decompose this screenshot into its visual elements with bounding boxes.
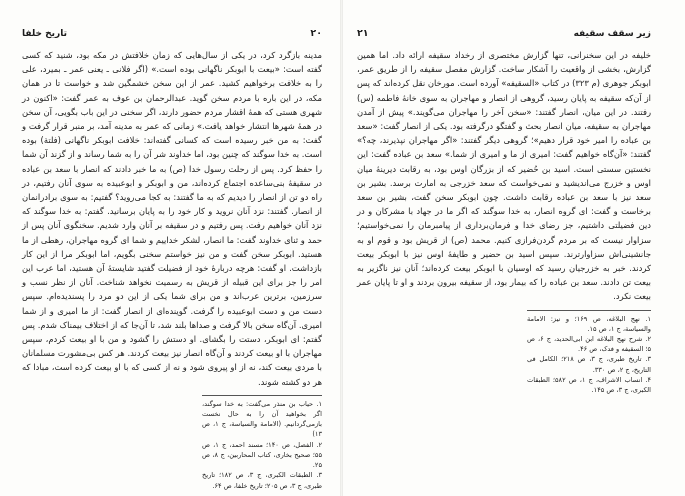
footnote: ۱. نهج البلاغه، ص ۱۶۹؛ و نیز: الامامة والسیاسة، ج ۱، ص ۱۵. bbox=[527, 314, 651, 333]
running-title: زیر سقف سقیفه bbox=[573, 28, 651, 39]
running-title: تاریخ خلفا bbox=[22, 28, 67, 39]
page-body bbox=[22, 48, 322, 389]
footnotes bbox=[202, 395, 322, 491]
footnote: ۲. شرح نهج البلاغه ابن ابی‌الحدید، ج ۶، ص ۵؛ السقیفه و فدک، ص ۴۶. bbox=[527, 335, 651, 354]
footnote: ۳. تاریخ طبری، ج ۳، ص ۲۱۸؛ الکامل فی التاریخ، ج ۲، ص ۳۳۰. bbox=[527, 355, 651, 374]
left-page bbox=[0, 0, 340, 496]
page-header bbox=[22, 28, 322, 39]
page-number: ۲۰ bbox=[310, 28, 322, 39]
page-number: ۲۱ bbox=[357, 28, 369, 39]
body-paragraph: خلیفه در این سخنرانی، تنها گزارش مختصری از رخداد سقیفه ارائه داد. اما همین گزارش، بخشی از واقعیت را آشکار ساخت. گزارش مفصل سقیفه را از طریق عمر، ابوبکر جوهری (م ۳۲۳) در کتاب «السقیفه» آورده است. مورخان نقل کرده‌اند که پس از آن‌که سقیفه به پایان رسید، گروهی از انصار و مهاجران به سوی خانهٔ فاطمه (س) رفتند. در این میان، انصار گفتند: «سخن آخر را مهاجران می‌گویند.» پیش از آمدن مهاجران به سقیفه، میان انصار بحث و گفتگو درگرفته بود. یکی از انصار گفت: «سعد بن عباده را امیر خود قرار دهیم»؛ گروهی دیگر گفتند: «اگر مهاجران نپذیرند، چه؟» گفتند: «آن‌گاه خواهیم گفت: امیری از ما و امیری از شما.» سعد بن عباده گفت: این نخستین سستی است. اسید بن حُضیر که از بزرگان اوس بود، به رقابت دیرینهٔ میان اوس و خزرج می‌اندیشید و نمی‌خواست که سعد خزرجی به امارت برسد. بشیر بن سعد نیز با سعد بن عباده رقابت داشت. چون ابوبکر سخن گفت، بشیر بن سعد برخاست و گفت: ای گروه انصار، به خدا سوگند که اگر ما در جهاد با مشرکان و در دین فضیلتی داشتیم، جز رضای خدا و فرمان‌برداری از پیامبرمان را نمی‌خواستیم؛ سزاوار نیست که بر مردم گردن‌فرازی کنیم. محمد (ص) از قریش بود و قوم او به جانشینی‌اش سزاوارترند. سپس اسید بن حضیر و طایفهٔ اوس نیز با ابوبکر بیعت کردند. خبر به خزرجیان رسید که اوسیان با ابوبکر بیعت کرده‌اند؛ آنان نیز ناگزیر به بیعت تن دادند. سعد بن عباده را که بیمار بود، از سقیفه بیرون بردند و او تا پایان عمر بیعت نکرد. bbox=[357, 50, 651, 302]
right-page bbox=[343, 0, 685, 496]
footnotes bbox=[527, 310, 651, 396]
footnote: ۳. الطبقات الکبری، ج ۳، ص ۱۸۲؛ تاریخ طبری، ج ۳، ص ۲۰۵؛ تاریخ خلفا، ص ۶۴. bbox=[202, 471, 323, 490]
page-body bbox=[357, 48, 651, 304]
footnote: ۴. انساب الاشراف، ج ۱، ص ۵۸۲؛ الطبقات الکبری، ج ۳، ص ۱۴۵. bbox=[527, 375, 652, 395]
footnote: ۱. حیاب بن منذر می‌گفت: به خدا سوگند، اگر بخواهید آن را به حال نخست بازمی‌گردانیم. (الامامة والسیاسة، ج ۱، ص ۱۳) bbox=[202, 399, 322, 439]
page-header bbox=[357, 28, 651, 39]
body-paragraph: مدینه بازگرد کرد، در یکی از سال‌هایی که زمان خلافتش در مکه بود، شنید که کسی گفته است: «بیعت با ابوبکر ناگهانی بوده است.» (اگر فلانی ـ یعنی عمر ـ بمیرد، علی را به خلافت برخواهیم کشید. عمر از این سخن خشمگین شد و خواست تا در همان مکه، در این باره با مردم سخن گوید. عبدالرحمان بن عوف به عمر گفت: «اکنون در شهری هستی که همهٔ اقشار مردم حضور دارند، اگر سخنی در این باب بگویی، آن سخن در همهٔ شهرها انتشار خواهد یافت.» زمانی که عمر به مدینه آمد، بر منبر قرار گرفت و گفت: به من خبر رسیده است که کسانی گفته‌اند: خلافت ابوبکر ناگهانی (فلتة) بوده است. به خدا سوگند که چنین بود، اما خداوند شر آن را به شما رساند و از گزند آن شما را حفظ کرد. پس از رحلت رسول خدا (ص) به ما خبر دادند که انصار با سعد بن عباده در سقیفهٔ بنی‌ساعده اجتماع کرده‌اند، من و ابوبکر و ابوعبیده به سوی آنان رفتیم، در راه دو تن از انصار را دیدیم که به ما گفتند: به کجا می‌روید؟ گفتیم: به سوی برادرانمان از انصار. گفتند: نزد آنان نروید و کار خود را به پایان برسانید. گفتم: به خدا سوگند که نزد آنان خواهیم رفت. پس رفتیم و در سقیفه بر آنان وارد شدیم. سخنگوی آنان پس از حمد و ثنای خداوند گفت: ما انصار، لشکر خداییم و شما ای گروه مهاجران، رهطی از ما هستید. ابوبکر سخن گفت و من نیز خواستم سخنی بگویم، اما ابوبکر مرا از این کار بازداشت. او گفت: هرچه دربارهٔ خود از فضیلت گفتید شایستهٔ آن هستید، اما عرب این امر را جز برای این قبیله از قریش به رسمیت نخواهد شناخت. آنان از نظر نسب و سرزمین، برترین عرب‌اند و من برای شما یکی از این دو مرد را پسندیده‌ام. سپس دست من و دست ابوعبیده را گرفت. گوینده‌ای از انصار گفت: از ما امیری و از شما امیری. آن‌گاه سخن بالا گرفت و صداها بلند شد، تا آن‌جا که از اختلاف بیمناک شدم. پس گفتم: ای ابوبکر، دستت را بگشای. او دستش را گشود و من با او بیعت کردم، سپس مهاجران با او بیعت کردند و آن‌گاه انصار نیز بیعت کردند. هر کس بی‌مشورت مسلمانان با مردی بیعت کند، نه از او پیروی شود و نه از کسی که با او بیعت کرده است، مبادا که هر دو کشته شوند. bbox=[22, 50, 322, 387]
footnote: ۲. الفصل، ص ۱۴۰؛ مسند احمد، ج ۱، ص ۵۵؛ صحیح بخاری، کتاب المحاربین، ج ۸، ص ۲۵. bbox=[202, 440, 322, 470]
